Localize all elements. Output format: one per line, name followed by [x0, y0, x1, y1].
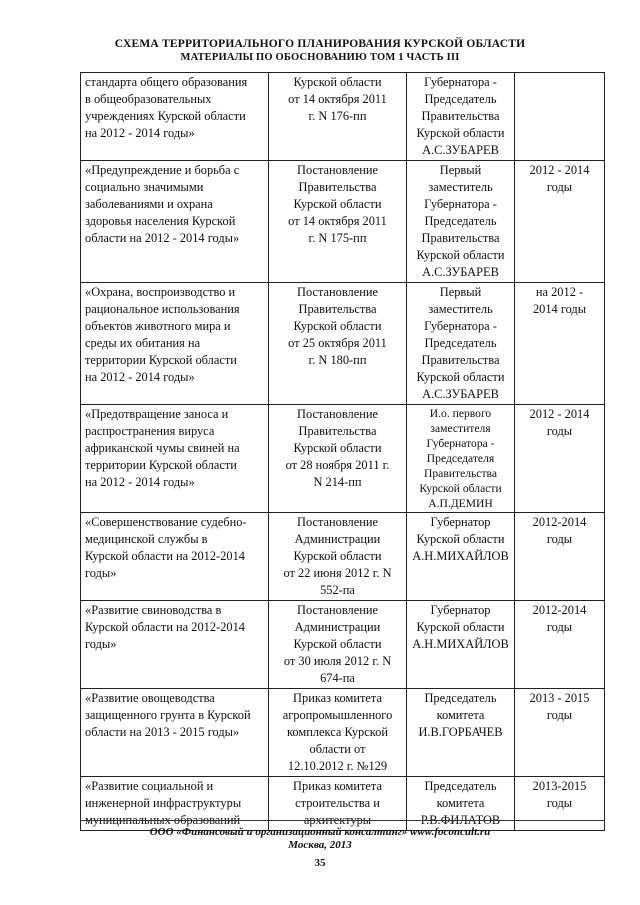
cell-text-line: Р.В.ФИЛАТОВ — [420, 813, 501, 827]
cell-text-line: на 2012 - — [535, 285, 584, 299]
cell-text-line: Губернатора - — [424, 197, 497, 211]
cell-text-line: Курской области — [293, 441, 382, 455]
cell-text-line: 2012-2014 — [532, 603, 587, 617]
cell-text-line: годы — [546, 708, 573, 722]
legal-act-cell — [269, 161, 407, 283]
cell-text-line: Постановление — [297, 407, 378, 421]
cell-text-line: муниципальных образований — [85, 813, 241, 827]
responsible-person-cell — [407, 513, 515, 601]
period-cell — [515, 405, 605, 513]
cell-text-line: «Охрана, воспроизводство и — [85, 285, 236, 299]
cell-text-line: стандарта общего образования — [85, 75, 248, 89]
responsible-person-cell — [407, 283, 515, 405]
cell-text-line: годы» — [85, 566, 117, 580]
program-name-cell — [81, 777, 269, 831]
table-row — [81, 601, 605, 689]
cell-text-line: Администрации — [294, 620, 381, 634]
cell-text-line: 2014 годы — [532, 302, 587, 316]
cell-text-line: Постановление — [297, 515, 378, 529]
cell-text-line: рациональное использования — [85, 302, 240, 316]
cell-text-line: Правительства — [424, 467, 497, 480]
program-name-cell — [81, 689, 269, 777]
responsible-person-cell — [407, 689, 515, 777]
document-footer — [0, 826, 640, 852]
cell-text-line: 2012 - 2014 — [529, 163, 590, 177]
legal-act-cell — [269, 513, 407, 601]
cell-text-line: от 14 октября 2011 — [288, 214, 387, 228]
cell-text-line: среды их обитания на — [85, 336, 201, 350]
cell-text-line: заместитель — [428, 302, 493, 316]
legal-act-cell — [269, 601, 407, 689]
cell-text-line: Приказ комитета — [293, 691, 382, 705]
cell-text-line: А.С.ЗУБАРЕВ — [422, 387, 499, 401]
cell-text-line: «Предотвращение заноса и — [85, 407, 229, 421]
cell-text-line: Курской области — [416, 620, 505, 634]
cell-text-line: Приказ комитета — [293, 779, 382, 793]
cell-text-line: Правительства — [298, 180, 377, 194]
cell-text-line: А.П.ДЕМИН — [428, 497, 493, 510]
cell-text-line: заместитель — [428, 180, 493, 194]
table-row — [81, 513, 605, 601]
cell-text-line: Председатель — [424, 214, 497, 228]
program-name-cell — [81, 283, 269, 405]
cell-text-line: области на 2012 - 2014 годы» — [85, 231, 240, 245]
responsible-person-cell — [407, 405, 515, 513]
legal-act-cell — [269, 777, 407, 831]
cell-text-line: Курской области — [416, 370, 505, 384]
cell-text-line: 12.10.2012 г. №129 — [287, 759, 388, 773]
cell-text-line: в общеобразовательных — [85, 92, 212, 106]
cell-text-line: 2012 - 2014 — [529, 407, 590, 421]
period-cell — [515, 689, 605, 777]
responsible-person-cell — [407, 777, 515, 831]
responsible-person-cell — [407, 73, 515, 161]
table-row — [81, 405, 605, 513]
cell-text-line: Губернатора - — [426, 437, 495, 450]
cell-text-line: распространения вируса — [85, 424, 215, 438]
cell-text-line: на 2012 - 2014 годы» — [85, 370, 195, 384]
document-header — [0, 37, 640, 65]
cell-text-line: годы — [546, 532, 573, 546]
cell-text-line: Курской области — [293, 319, 382, 333]
cell-text-line: Председателя — [426, 452, 495, 465]
cell-text-line: объектов животного мира и — [85, 319, 231, 333]
cell-text-line: Правительства — [298, 302, 377, 316]
footer-company: ООО «Финансовый и организационный консалтинг» www.foconcult.ru — [149, 826, 491, 838]
cell-text-line: Правительства — [421, 353, 500, 367]
cell-text-line: А.Н.МИХАЙЛОВ — [412, 549, 509, 563]
cell-text-line: на 2012 - 2014 годы» — [85, 126, 195, 140]
programs-table — [80, 72, 605, 831]
header-subtitle: МАТЕРИАЛЫ ПО ОБОСНОВАНИЮ ТОМ 1 ЧАСТЬ III — [180, 52, 460, 63]
period-cell — [515, 777, 605, 831]
cell-text-line: И.о. первого — [429, 407, 492, 420]
cell-text-line: Председатель — [424, 691, 497, 705]
program-name-cell — [81, 601, 269, 689]
cell-text-line: годы — [546, 180, 573, 194]
cell-text-line: от 30 июля 2012 г. N — [283, 654, 392, 668]
cell-text-line: Курской области — [293, 75, 382, 89]
cell-text-line: 674-па — [320, 671, 355, 685]
cell-text-line: Первый — [439, 285, 482, 299]
table-row — [81, 777, 605, 831]
cell-text-line: г. N 180-пп — [308, 353, 367, 367]
cell-text-line: территории Курской области — [85, 353, 237, 367]
cell-text-line: Курской области — [293, 197, 382, 211]
cell-text-line: Губернатора - — [424, 319, 497, 333]
cell-text-line: А.Н.МИХАЙЛОВ — [412, 637, 509, 651]
cell-text-line: Постановление — [297, 603, 378, 617]
cell-text-line: 2012-2014 — [532, 515, 587, 529]
cell-text-line: Курской области — [416, 532, 505, 546]
page-number: 35 — [314, 857, 326, 869]
cell-text-line: г. N 176-пп — [308, 109, 367, 123]
cell-text-line: области на 2013 - 2015 годы» — [85, 725, 240, 739]
cell-text-line: комитета — [436, 708, 485, 722]
cell-text-line: г. N 175-пп — [308, 231, 367, 245]
programs-table-body — [81, 73, 605, 831]
cell-text-line: на 2012 - 2014 годы» — [85, 475, 195, 489]
cell-text-line: социально значимыми — [85, 180, 204, 194]
cell-text-line: Правительства — [421, 231, 500, 245]
period-cell — [515, 73, 605, 161]
cell-text-line: Правительства — [421, 109, 500, 123]
table-row — [81, 161, 605, 283]
program-name-cell — [81, 161, 269, 283]
cell-text-line: Курской области — [419, 482, 502, 495]
cell-text-line: комитета — [436, 796, 485, 810]
cell-text-line: от 28 ноября 2011 г. — [285, 458, 390, 472]
cell-text-line: строительства и — [295, 796, 380, 810]
cell-text-line: годы — [546, 424, 573, 438]
cell-text-line: «Совершенствование судебно- — [85, 515, 247, 529]
cell-text-line: А.С.ЗУБАРЕВ — [422, 265, 499, 279]
cell-text-line: «Развитие социальной и — [85, 779, 214, 793]
cell-text-line: Председатель — [424, 779, 497, 793]
cell-text-line: N 214-пп — [313, 475, 362, 489]
legal-act-cell — [269, 283, 407, 405]
cell-text-line: 2013-2015 — [532, 779, 587, 793]
legal-act-cell — [269, 73, 407, 161]
cell-text-line: территории Курской области — [85, 458, 237, 472]
cell-text-line: области от — [309, 742, 366, 756]
cell-text-line: И.В.ГОРБАЧЕВ — [418, 725, 503, 739]
footer-divider — [80, 820, 604, 821]
cell-text-line: архитектуры — [303, 813, 372, 827]
cell-text-line: Курской области — [416, 126, 505, 140]
cell-text-line: Курской области — [293, 549, 382, 563]
table-row — [81, 73, 605, 161]
legal-act-cell — [269, 405, 407, 513]
header-title: СХЕМА ТЕРРИТОРИАЛЬНОГО ПЛАНИРОВАНИЯ КУРСКОЙ ОБЛАСТИ — [114, 38, 526, 50]
cell-text-line: «Развитие овощеводства — [85, 691, 215, 705]
cell-text-line: годы» — [85, 637, 117, 651]
cell-text-line: от 22 июня 2012 г. N — [283, 566, 392, 580]
cell-text-line: Губернатор — [430, 603, 491, 617]
cell-text-line: защищенного грунта в Курской — [85, 708, 251, 722]
cell-text-line: Администрации — [294, 532, 381, 546]
cell-text-line: от 25 октября 2011 — [288, 336, 387, 350]
cell-text-line: 2013 - 2015 — [529, 691, 590, 705]
cell-text-line: Курской области — [293, 637, 382, 651]
program-name-cell — [81, 73, 269, 161]
cell-text-line: А.С.ЗУБАРЕВ — [422, 143, 499, 157]
responsible-person-cell — [407, 161, 515, 283]
cell-text-line: «Предупреждение и борьба с — [85, 163, 240, 177]
cell-text-line: Председатель — [424, 92, 497, 106]
cell-text-line: Губернатор — [430, 515, 491, 529]
cell-text-line: «Развитие свиноводства в — [85, 603, 222, 617]
cell-text-line: Курской области на 2012-2014 — [85, 620, 245, 634]
table-row — [81, 689, 605, 777]
program-name-cell — [81, 513, 269, 601]
cell-text-line: учреждениях Курской области — [85, 109, 246, 123]
responsible-person-cell — [407, 601, 515, 689]
period-cell — [515, 601, 605, 689]
cell-text-line: годы — [546, 796, 573, 810]
cell-text-line: инженерной инфраструктуры — [85, 796, 242, 810]
period-cell — [515, 161, 605, 283]
cell-text-line: агропромышленного — [282, 708, 393, 722]
cell-text-line: 552-па — [320, 583, 355, 597]
cell-text-line: африканской чумы свиней на — [85, 441, 240, 455]
period-cell — [515, 283, 605, 405]
legal-act-cell — [269, 689, 407, 777]
cell-text-line: заболеваниями и охрана — [85, 197, 213, 211]
cell-text-line: Первый — [439, 163, 482, 177]
footer-city-year: Москва, 2013 — [288, 839, 352, 851]
cell-text-line: комплекса Курской — [287, 725, 388, 739]
table-row — [81, 283, 605, 405]
program-name-cell — [81, 405, 269, 513]
cell-text-line: от 14 октября 2011 — [288, 92, 387, 106]
cell-text-line: Постановление — [297, 163, 378, 177]
cell-text-line: Курской области на 2012-2014 — [85, 549, 245, 563]
cell-text-line: медицинской службы в — [85, 532, 208, 546]
cell-text-line: Курской области — [416, 248, 505, 262]
cell-text-line: здоровья населения Курской — [85, 214, 236, 228]
period-cell — [515, 513, 605, 601]
cell-text-line: годы — [546, 620, 573, 634]
cell-text-line: заместителя — [430, 422, 491, 435]
cell-text-line: Губернатора - — [424, 75, 497, 89]
cell-text-line: Постановление — [297, 285, 378, 299]
cell-text-line: Правительства — [298, 424, 377, 438]
cell-text-line: Председатель — [424, 336, 497, 350]
